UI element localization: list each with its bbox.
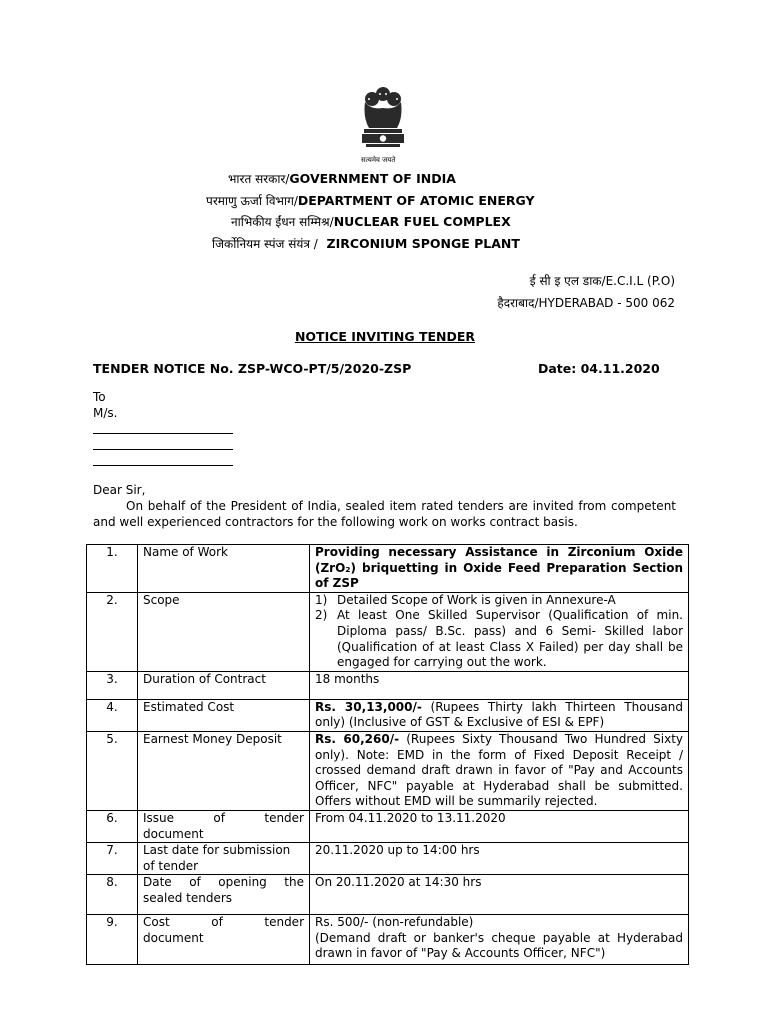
table-row [87,843,689,875]
tender-number: TENDER NOTICE No. ZSP-WCO-PT/5/2020-ZSP [93,361,412,376]
notice-title: NOTICE INVITING TENDER [294,329,476,344]
header-line-3-hindi: नाभिकीय ईंधन सम्मिश्र [231,215,330,229]
header-line-3: नाभिकीय ईंधन सम्मिश्र/NUCLEAR FUEL COMPLEX [231,214,511,229]
row-number: 9. [87,915,138,965]
row-value: 18 months [310,671,689,699]
table-row [87,545,689,593]
header-line-2-english: DEPARTMENT OF ATOMIC ENERGY [297,193,535,208]
row-label: Cost of tender document [138,915,310,965]
row-value: On 20.11.2020 at 14:30 hrs [310,875,689,915]
row-number: 2. [87,592,138,671]
row-label: Name of Work [138,545,310,593]
row-value [310,592,689,671]
row-number: 1. [87,545,138,593]
row-label: Scope [138,592,310,671]
row-label: Issue of tender document [138,810,310,842]
scope-list [315,593,683,671]
emblem-motto: सत्यमेव जयते [361,156,396,164]
address-blank-line-1 [93,433,233,434]
header-line-3-english: NUCLEAR FUEL COMPLEX [333,214,511,229]
table-row [87,671,689,699]
address-line-2: हैदराबाद/HYDERABAD - 500 062 [497,296,675,310]
row-value: 20.11.2020 up to 14:00 hrs [310,843,689,875]
tender-date: Date: 04.11.2020 [538,361,660,376]
header-line-4 [212,235,520,252]
header-line-2-hindi: परमाणु ऊर्जा विभाग [206,194,294,208]
tender-details-table [86,544,689,965]
row-value: Rs. 60,260/- (Rupees Sixty Thousand Two Hundred Sixty only). Note: EMD in the form of Fixed Deposit Receipt / crossed demand draft drawn in favor of "Pay and Accounts Officer, NFC" payable at Hyderabad shall be submitted. Offers without EMD will be summarily rejected. [310,731,689,810]
row-label: Last date for submission of tender [138,843,310,875]
table-row [87,731,689,810]
row-label: Estimated Cost [138,699,310,731]
header-line-1: भारत सरकार/GOVERNMENT OF INDIA [228,171,456,186]
table-row [87,699,689,731]
row-number: 8. [87,875,138,915]
header-line-1-hindi: भारत सरकार [228,172,286,186]
intro-paragraph: On behalf of the President of India, sealed item rated tenders are invited from competent and well experienced contractors for the following work on works contract basis. [93,499,676,529]
address-blank-line-3 [93,465,233,466]
header-line-4-english: ZIRCONIUM SPONGE PLANT [326,236,520,251]
header-line-1-english: GOVERNMENT OF INDIA [289,171,456,186]
row-value: Rs. 500/- (non-refundable) (Demand draft or banker's cheque payable at Hyderabad drawn in favor of "Pay & Accounts Officer, NFC") [310,915,689,965]
salutation: Dear Sir, [93,483,146,497]
row-number: 5. [87,731,138,810]
table-row [87,915,689,965]
header-line-2: परमाणु ऊर्जा विभाग/DEPARTMENT OF ATOMIC ENERGY [206,193,535,208]
row-label: Earnest Money Deposit [138,731,310,810]
row-label: Duration of Contract [138,671,310,699]
row-value: Rs. 30,13,000/- (Rupees Thirty lakh Thirteen Thousand only) (Inclusive of GST & Exclusive of ESI & EPF) [310,699,689,731]
row-number: 6. [87,810,138,842]
to-label: To [93,390,106,404]
row-number: 4. [87,699,138,731]
row-value: Providing necessary Assistance in Zirconium Oxide (ZrO₂) briquetting in Oxide Feed Preparation Section of ZSP [310,545,689,593]
row-number: 3. [87,671,138,699]
table-row [87,592,689,671]
ms-label: M/s. [93,406,118,420]
address-blank-line-2 [93,449,233,450]
list-item: 1) Detailed Scope of Work is given in Annexure-A [315,592,616,607]
row-number: 7. [87,843,138,875]
row-label: Date of opening the sealed tenders [138,875,310,915]
list-item: 2) At least One Skilled Supervisor (Qualification of min. Diploma pass/ B.Sc. pass) and 6 Semi- Skilled labor (Qualification of at least Class X Failed) per day shall be engaged for carrying out the work. [315,608,683,670]
header-line-4-hindi: जिर्कोनियम स्पंज संयंत्र / [212,237,318,251]
row-value: From 04.11.2020 to 13.11.2020 [310,810,689,842]
table-row [87,875,689,915]
address-line-1: ई सी इ एल डाक/E.C.I.L (P.O) [529,274,675,288]
table-row [87,810,689,842]
